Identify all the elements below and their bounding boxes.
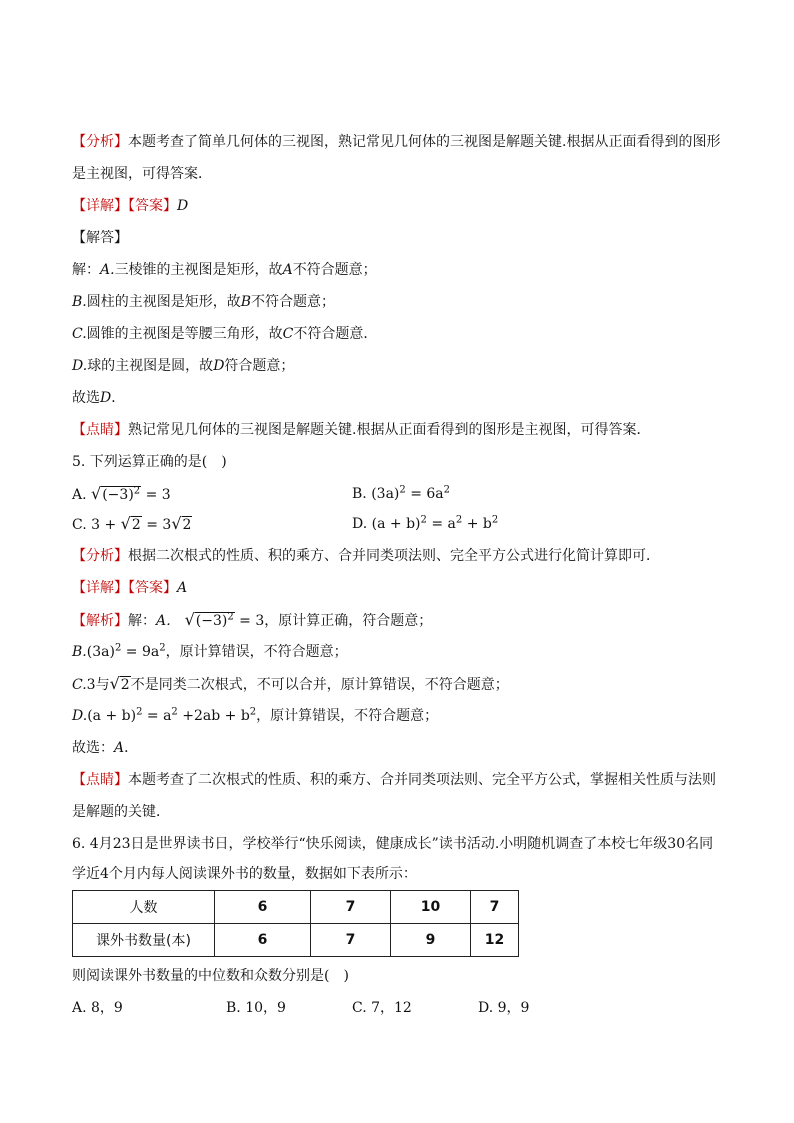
- q4-sol-c-letter: C.: [72, 326, 87, 342]
- q4-choose: [72, 388, 125, 408]
- q5-opt-c-mid: = 3: [141, 517, 172, 533]
- q5-opt-c-sqrt1: √2: [120, 514, 141, 533]
- q5-exp-a-end: ，原计算正确，符合题意；: [264, 613, 433, 629]
- q5-stem-text: 5. 下列运算正确的是( ): [72, 454, 227, 470]
- answer-tag: 【答案】: [128, 580, 177, 596]
- q5-exp-b-rhs-exp: 2: [159, 642, 166, 654]
- q5-answer: A: [177, 580, 188, 596]
- q4-sol-a-var: A: [282, 262, 293, 278]
- q5-opt-d-exp: 2: [420, 514, 427, 526]
- q5-opt-a-sqrt: $√(-3)^2$: [91, 484, 141, 503]
- q6-question: [72, 966, 349, 986]
- q5-opt-a-exp: 2: [133, 485, 141, 497]
- q5-exp-a-rhs: = 3: [234, 613, 265, 629]
- q4-sol-d-var: D: [213, 358, 225, 374]
- q5-opt-d-rhs1-exp: 2: [455, 514, 463, 526]
- q5-exp-d-rhs: = a: [142, 708, 172, 724]
- q5-exp-b-rhs: = 9a: [121, 644, 160, 660]
- q5-option-a: [72, 484, 171, 505]
- q5-exp-a-prefix: 解：: [128, 613, 156, 629]
- q5-option-c: [72, 514, 192, 535]
- q4-sol-c-var: C: [282, 326, 294, 342]
- q6-stem-text1: 6. 4月23日是世界读书日，学校举行“快乐阅读，健康成长”读书活动.小明随机调查了本校七年级30名同: [72, 836, 714, 852]
- table-cell: 7: [311, 924, 391, 957]
- table-row: [73, 891, 519, 924]
- q5-exp-a-letter: A．: [156, 613, 181, 629]
- q4-sol-d-text: 球的主视图是圆，故: [87, 358, 214, 374]
- q5-exp-c-left: 3与: [86, 677, 110, 693]
- remark-tag: 【点睛】: [72, 422, 128, 438]
- q5-exp-c-rad: 2: [120, 677, 130, 693]
- table-cell: 10: [391, 891, 471, 924]
- analysis-tag: 【分析】: [72, 134, 128, 150]
- q4-choose-end: ．: [111, 390, 126, 406]
- table-cell: 7: [311, 891, 391, 924]
- q4-sol-c-text: 圆锥的主视图是等腰三角形，故: [86, 326, 283, 342]
- q4-sol-b-end: 不符合题意；: [251, 294, 336, 310]
- q6-stem-line2: [72, 864, 417, 884]
- table-row: [73, 924, 519, 957]
- q4-sol-d-end: 符合题意；: [224, 358, 295, 374]
- q5-explain-b: [72, 642, 348, 662]
- q5-opt-b-label: B.: [352, 486, 367, 502]
- q5-choose: [72, 738, 138, 758]
- q5-opt-b-rhs-exp: 2: [443, 484, 451, 496]
- q5-remark-text1: 本题考查了二次根式的性质、积的乘方、合并同类项法则、完全平方公式，掌握相关性质与法则: [128, 772, 716, 788]
- q5-exp-d-exp: 2: [136, 706, 143, 718]
- table-cell: 9: [391, 924, 471, 957]
- q4-solution-d: [72, 356, 294, 376]
- q5-choose-prefix: 故选：: [72, 740, 114, 756]
- q4-sol-d-letter: D.: [72, 358, 88, 374]
- q6-question-text: 则阅读课外书数量的中位数和众数分别是( ): [72, 968, 349, 984]
- q5-opt-a-label: A.: [72, 487, 87, 503]
- q5-opt-d-expr: (a + b): [371, 516, 421, 532]
- q5-exp-c-sqrt: √2: [109, 674, 130, 693]
- q4-solution-c: [72, 324, 377, 344]
- q4-solution-a: [72, 260, 377, 280]
- analysis-tag: 【分析】: [72, 548, 128, 564]
- q6-option-c: C. 7，12: [352, 1000, 412, 1016]
- q5-remark-text2: 是解题的关键．: [72, 804, 170, 820]
- q5-opt-a-radicand: (−3): [102, 487, 134, 503]
- q6-stem-text2: 学近4个月内每人阅读课外书的数量，数据如下表所示：: [72, 866, 417, 882]
- q5-opt-b-expr: (3a): [371, 486, 400, 502]
- q4-sol-b-var: B: [240, 294, 252, 310]
- q5-stem: [72, 452, 227, 472]
- q4-analysis-line2: [72, 164, 212, 184]
- q6-option-d: D. 9，9: [478, 1000, 530, 1016]
- q4-sol-a-letter: A.: [100, 262, 115, 278]
- row-header-books: 课外书数量(本): [73, 924, 215, 957]
- q4-choose-prefix: 故选: [72, 390, 100, 406]
- q5-exp-b-end: ，原计算错误，不符合题意；: [165, 644, 348, 660]
- detail-tag: 【详解】: [72, 198, 128, 214]
- row-header-people: 人数: [73, 891, 215, 924]
- q5-exp-d-mid-exp: 2: [249, 706, 257, 718]
- answer-tag: 【答案】: [128, 198, 177, 214]
- q4-sol-c-end: 不符合题意．: [293, 326, 378, 342]
- explain-tag: 【解析】: [72, 613, 128, 629]
- q5-exp-d-expr: (a + b): [87, 708, 137, 724]
- q4-remark: [72, 420, 650, 440]
- q5-exp-d-mid: +2ab + b: [177, 708, 250, 724]
- q4-detail-line: [72, 196, 188, 216]
- q5-detail-line: [72, 578, 187, 598]
- q5-exp-b-letter: B.: [72, 644, 87, 660]
- q5-analysis-text: 根据二次根式的性质、积的乘方、合并同类项法则、完全平方公式进行化简计算即可．: [128, 548, 660, 564]
- q5-choose-var: A: [114, 740, 125, 756]
- q5-exp-b-exp: 2: [114, 642, 122, 654]
- q4-sol-prefix: 解：: [72, 262, 100, 278]
- q5-exp-a-sqrt: $√(-3)^2$: [184, 610, 234, 629]
- q5-choose-end: ．: [124, 740, 139, 756]
- q5-opt-d-rhs1: = a: [426, 516, 456, 532]
- q5-opt-d-label: D.: [352, 516, 368, 532]
- q5-option-b: [352, 484, 450, 504]
- table-cell: 6: [215, 924, 311, 957]
- q5-exp-a-radicand: (−3): [195, 613, 228, 629]
- q5-exp-d-letter: D.: [72, 708, 88, 724]
- q5-exp-c-end: 不是同类二次根式，不可以合并，原计算错误，不符合题意；: [130, 677, 509, 693]
- q5-opt-a-rhs: = 3: [141, 487, 171, 503]
- q5-explain-c: [72, 674, 509, 695]
- q5-opt-c-rad2: 2: [182, 517, 192, 533]
- q5-exp-b-expr: (3a): [86, 644, 115, 660]
- q6-data-table: [72, 890, 519, 957]
- q4-analysis-text2: 是主视图，可得答案．: [72, 166, 212, 182]
- q5-option-d: [352, 514, 498, 534]
- q5-opt-c-sqrt2: √2: [171, 514, 192, 533]
- q5-opt-d-rhs2-exp: 2: [491, 514, 499, 526]
- q5-opt-c-label: C.: [72, 517, 87, 533]
- q4-analysis-text: 本题考查了简单几何体的三视图，熟记常见几何体的三视图是解题关键.根据从正面看得到的图形: [128, 134, 721, 150]
- q4-analysis-line1: [72, 132, 720, 152]
- q4-solution-b: [72, 292, 335, 312]
- q5-exp-a-exp: 2: [227, 611, 234, 623]
- q4-sol-b-letter: B.: [72, 294, 87, 310]
- q6-option-a: A. 8，9: [72, 1000, 123, 1016]
- q4-choose-var: D: [100, 390, 112, 406]
- q6-option-b: B. 10，9: [226, 1000, 286, 1016]
- q4-sol-a-text: 三棱锥的主视图是矩形，故: [114, 262, 283, 278]
- q5-remark-line1: [72, 770, 716, 790]
- q4-solution-tag-line: [72, 228, 128, 248]
- table-cell: 7: [471, 891, 519, 924]
- q5-explain-d: [72, 706, 438, 726]
- table-cell: 12: [471, 924, 519, 957]
- remark-tag: 【点睛】: [72, 772, 128, 788]
- q5-opt-c-rad1: 2: [131, 517, 141, 533]
- q6-stem-line1: [72, 834, 713, 854]
- q5-exp-d-end: ，原计算错误，不符合题意；: [256, 708, 439, 724]
- table-cell: 6: [215, 891, 311, 924]
- solution-tag: 【解答】: [72, 230, 128, 246]
- q5-opt-c-left: 3 +: [91, 517, 121, 533]
- q5-opt-d-rhs2: + b: [462, 516, 492, 532]
- q4-sol-b-text: 圆柱的主视图是矩形，故: [86, 294, 241, 310]
- q5-analysis: [72, 546, 660, 566]
- q5-opt-b-rhs: = 6a: [405, 486, 444, 502]
- q4-sol-a-end: 不符合题意；: [292, 262, 377, 278]
- q5-explain-a: [72, 610, 432, 631]
- q5-opt-b-exp: 2: [399, 484, 406, 496]
- q5-exp-d-rhs-exp: 2: [171, 706, 178, 718]
- q5-exp-c-letter: C.: [72, 677, 87, 693]
- detail-tag: 【详解】: [72, 580, 128, 596]
- q4-remark-text: 熟记常见几何体的三视图是解题关键.根据从正面看得到的图形是主视图，可得答案．: [128, 422, 651, 438]
- q5-remark-line2: [72, 802, 170, 822]
- q4-answer: D: [177, 198, 189, 214]
